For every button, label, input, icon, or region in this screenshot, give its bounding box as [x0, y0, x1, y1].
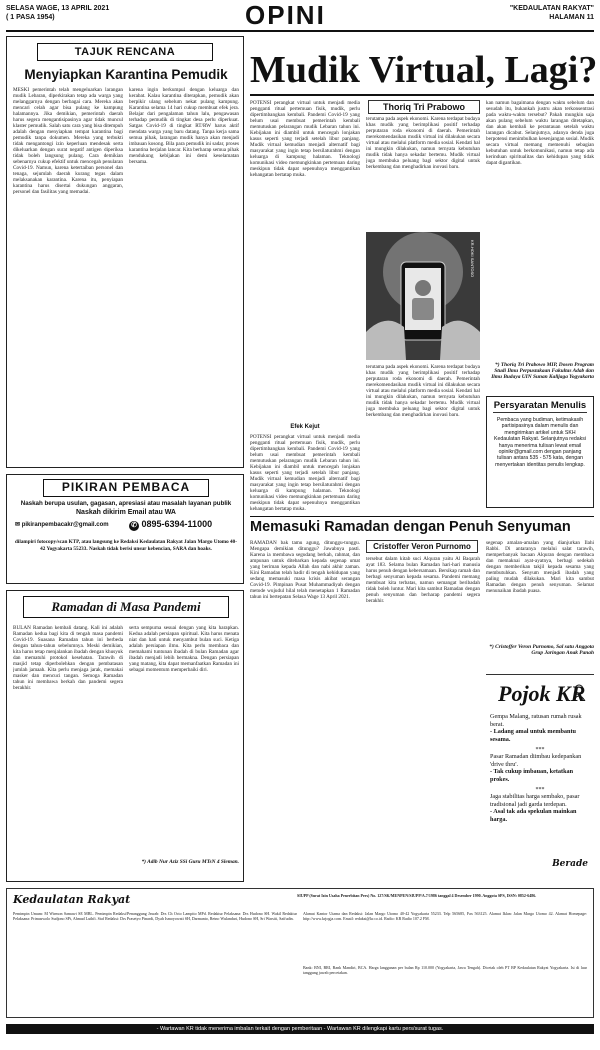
- pojok-mascot-icon: [570, 683, 588, 701]
- email-icon: ✉: [15, 522, 21, 528]
- whatsapp-icon: ✆: [129, 521, 139, 531]
- pikiran-line1: Naskah berupa usulan, gagasan, apresiasi atau masalah layanan publik: [20, 500, 232, 507]
- pojok-item: [490, 793, 590, 823]
- article2-author: Cristoffer Veron Purnomo: [366, 540, 478, 553]
- colophon-subscription: Bank: BNI, BRI, Bank Mandiri, BCA. Harga langganan per bulan Rp 110.000 (Yogyakarta, Jawa Tengah). Dicetak oleh PT BP Kedaulatan Rakyat Yogyakarta. Isi di luar tanggung jawab percetakan.: [303, 965, 587, 975]
- article-title: Mudik Virtual, Lagi?: [250, 49, 598, 91]
- article-col-1: POTENSI perangkat virtual untuk menjadi media pengganti ritual pertemuan fisik, mudik, perlu dipertimbangkan kembali. Pandemi Covid-19 yang belum usai membuat pemerintah kembali memutuskan pelarangan mudik Lebaran tahun ini. Kebijakan ini diambil untuk mencegah lonjakan kasus seperti yang terjadi setelah libur panjang. Mudik virtual kemudian menjadi alternatif bagi masyarakat yang ingin tetap bersilaturahmi dengan keluarga di kampung halaman. Teknologi komunikasi video memungkinkan pertemuan daring meskipun tidak dapat sepenuhnya menggantikan kehangatan bertatap muka.: [250, 100, 360, 178]
- pikiran-note: dilampiri fotocopy/scan KTP, atau langsung ke Redaksi Kedaulatan Rakyat Jalan Margo Utomo 40-42 Yogyakarta 55233. Naskah tidak berisi unsur kebencian, SARA dan hoaks.: [15, 539, 237, 552]
- article2-top-rule: [250, 516, 594, 517]
- bottom-banner: - Wartawan KR tidak menerima imbalan terkait dengan pemberitaan - Wartawan KR dilengkapi kartu pers/surat tugas.: [6, 1024, 594, 1034]
- colophon-address: Alamat Kantor Utama dan Redaksi: Jalan Margo Utomo 40-42 Yogyakarta 55233. Telp 565685, Fax 563125. Alamat Iklan: Jalan Margo Utomo 42. Alamat Homepage: http://www.krjogja.com. Email: redaksi@kr.co.id. Radio: KR Radio 107.2 FM.: [303, 911, 587, 921]
- tajuk-col-2: karena ingin berkumpul dengan keluarga dan kerabat. Kalau karantina diterapkan, pemudik akan berpikir ulang sebelum nekat pulang kampung. Karantina selama 14 hari cukup membuat efek jera. Belajar dari pengalaman tahun lalu, pengawasan terhadap pemudik di tingkat desa perlu diperkuat. Satgas Covid-19 di tingkat RT/RW harus aktif mendata warga yang baru datang. Tanpa kerja sama semua pihak, larangan mudik hanya akan menjadi imbauan kosong. Bila para pemudik ini sadar, proses karantina berjalan lancar. Kita berharap semua pihak mendukung kebijakan ini demi keselamatan bersama.: [129, 87, 239, 165]
- pikiran-phone-row: [129, 519, 241, 531]
- pojok-item: [490, 713, 590, 743]
- pikiran-title: PIKIRAN PEMBACA: [43, 479, 209, 497]
- pojok-box: [486, 674, 594, 880]
- pojok-title: Pojok KR: [498, 681, 586, 706]
- pojok-separator: ***: [535, 747, 545, 753]
- colophon-staff: Pemimpin Umum: M Wirmon Samawi SE MBL. Pemimpin Redaksi/Penanggung Jawab: Drs Ch Octo Lampito MPd. Redaktur Pelaksana: Drs Hudono SH. Wakil Redaktur Pelaksana: Primaswolo Sudjono SPt, Ahmad Luthfi. Staf Redaksi: Drs Prasetyo Pinardi, Dyah Ismoyowati SH, Darmanto, Retno Wulandari, Hudono SH, Sri Warsiti, Saifudin.: [13, 911, 297, 921]
- pojok-quip: - Ladang amal untuk membantu sesama.: [490, 728, 576, 743]
- pikiran-box: [6, 474, 244, 584]
- header-pasa: ( 1 PASA 1954): [6, 14, 55, 21]
- colophon-siupp: SIUPP (Surat Izin Usaha Penerbitan Pers) No. 127/SK/MENPEN/SIUPP/A.7/1986 tanggal 4 Desember 1990. Anggota SPS, ISSN: 0852-6486.: [297, 893, 537, 898]
- pikiran-line2: Naskah dikirim Email atau WA: [76, 509, 176, 516]
- article-col-2: terutama pada aspek ekonomi. Karena terdapat budaya khas mudik yang berimplikasi positif terhadap perputaran roda ekonomi di daerah. Pemerintah merekomendasikan mudik virtual ini dilakukan secara virtual atau melalui platform media sosial. Kendati hal ini mungkin dilakukan, namun ternyata kebutuhan mudik tidak hanya sekadar bertemu. Mudik virtual juga membuka peluang bagi sektor digital untuk berkembang dan menghadirkan inovasi baru.: [366, 116, 480, 170]
- article-photo: [366, 232, 480, 360]
- pojok-quip: - Tak cukup imbauan, ketatkan prokes.: [490, 768, 574, 783]
- ramadan-col-2: serta sempurna sesuai dengan yang kita harapkan. Kedua adalah persiapan spiritual. Kita harus menata niat dan hati untuk menyambut bulan suci. Ketiga adalah persiapan ilmu. Kita perlu membaca dan memahami tuntunan ibadah di bulan Ramadan agar ibadah menjadi lebih bermakna. Dengan persiapan yang matang, kita dapat memanfaatkan Ramadan ini sebagai momentum memperbaiki diri.: [129, 625, 239, 673]
- photo-credit: KR-HOKI SANTOSO: [470, 240, 475, 278]
- persyaratan-title: Persyaratan Menulis: [493, 400, 587, 411]
- article-subhead: Efek Kejut: [290, 424, 320, 430]
- ramadan-title: Ramadan di Masa Pandemi: [23, 596, 229, 618]
- article-col-3: kan namun bagaimana dengan waktu sebelum dan sesudah itu, bukankah justru akan terkonsentrasi pada waktu-waktu tersebut? Pakah mungkin saja akan pulang sebelum waktu larangan ditetapkan, dan akan kembali ke perantauan setelah waktu larangan dicabut. Selanjutnya, adanya denda juga berpotensi menimbulkan kesenjangan sosial. Mudik secara virtual memang memenuhi sebagian kebutuhan untuk berkomunikasi, namun tetap ada kerinduan spiritualitas dan kehidupan yang tidak dapat digantikan.: [486, 100, 594, 166]
- pojok-lead: Gempa Malang, ratusan rumah rusak berat.: [490, 713, 582, 728]
- tajuk-kicker-box: [37, 43, 213, 61]
- header-date: SELASA WAGE, 13 APRIL 2021: [6, 5, 110, 12]
- colophon-logo: Kedaulatan Rakyat: [13, 893, 131, 906]
- smartphone-illustration: [366, 232, 480, 360]
- pojok-quip: - Asal tak ada spekulan mainkan harga.: [490, 808, 577, 823]
- article2-col-1: RAMADAN bak tamu agung, ditunggu-tunggu. Mengapa demikian ditunggu? Jawabnya pasti. Karena ia membawa segudang berkah, rahmat, dan ampunan untuk ditebarkan kepada segenap umat yang beriman kepada Allah dan nabi akhir zaman. Kini Ramadan telah hadir di tengah kehidupan yang sedang memasuki masa krisis akibat serangan Covid-19. Pimpinan Pusat Muhammadiyah dengan metode wujudul hilal telah menetapkan 1 Ramadan tahun ini bertepatan Selasa Wage 13 April 2021.: [250, 540, 360, 600]
- ramadan-col-1: BULAN Ramadan kembali datang. Kali ini adalah Ramadan kedua bagi kita di tengah masa pandemi Covid-19. Suasana Ramadan tahun ini berbeda dengan tahun-tahun sebelumnya. Meski demikian, kita harus tetap menjalankan ibadah dengan khusyuk dan mematuhi protokol kesehatan. Tarawih di masjid tetap diperbolehkan dengan pembatasan jumlah jamaah. Kita perlu menjaga jarak, memakai masker dan mencuci tangan. Semoga Ramadan tahun ini membawa berkah dan pandemi segera berakhir.: [13, 625, 123, 691]
- article2-col-2: tersebut dalam kitab suci Alquran yaitu Al Baqarah ayat 183. Selama bulan Ramadan hari-hari manusia harus penuh dengan kebersamaan. Bersikap ramah dan berbagi senyuman kepada sesama. Pandemi memang membuat kita terbatas, namun semangat beribadah tidak boleh luntur. Mari kita sambut Ramadan dengan penuh senyuman dan berharap pandemi segera berakhir.: [366, 556, 480, 604]
- article2-col-3: segenap amalan-amalan yang dianjurkan Ilahi Rabbi. Di antaranya melalui salat tarawih, memperbanyak bacaan Alquran dengan membaca dan memaknai ayat-ayatnya, berbagi sedekah dengan memberikan takjil kepada sesama yang membutuhkan. Senyum menjadi ibadah yang paling mudah dilakukan. Mari kita sambut Ramadan dengan penuh senyuman. Selamat menunaikan ibadah puasa.: [486, 540, 594, 594]
- persyaratan-body: Pembaca yang budiman, ketimakasih partisipasinya dalam menulis dan mengirimkan artikel untuk SKH Kedaulatan Rakyat. Selanjutnya redaksi hanya menerima tulisan lewat email opinikr@gmail.com dengan panjang tulisan antara 535 - 575 kata, dengan menyertakan identitas penulis lengkap.: [494, 417, 586, 468]
- article-col-2b: terutama pada aspek ekonomi. Karena terdapat budaya khas mudik yang berimplikasi positif terhadap perputaran roda ekonomi di daerah. Pemerintah merekomendasikan mudik virtual ini dilakukan secara virtual atau melalui platform media sosial. Kendati hal ini mungkin dilakukan, namun ternyata kebutuhan mudik tidak hanya sekadar bertemu. Mudik virtual juga membuka peluang bagi sektor digital untuk berkembang dan menghadirkan inovasi baru.: [366, 364, 480, 418]
- article-signature: *) Thoriq Tri Prabowo MIP, Dosen Program Studi Ilmu Perpustakaan Fakultas Adab dan Ilmu Budaya UIN Sunan Kalijaga Yogyakarta: [491, 362, 594, 380]
- tajuk-col-1: MESKI pemerintah telah mengeluarkan larangan mudik Lebaran, diperkirakan tetap ada warga yang melanggarnya dengan berbagai cara. Mereka akan mencari celah agar bisa pulang ke kampung halamannya. Jika demikian, pemerintah daerah harus segera mengantisipasinya agar tidak muncul klaster pemudik. Salah satu cara yang bisa ditempuh adalah dengan menyiapkan tempat karantina bagi pemudik tanpa dokumen. Mereka yang terbukti tidak mengantongi izin keperluan mendesak serta dikeluarkan dengan surat negatif antigen diperiksa tidak boleh langsung pulang. Cara demikian sebenarnya cukup efektif untuk mencegah penularan Covid-19. Namun, karena ketertaiban personel dan tenaga, sejumlah daerah kurang tegas dalam melaksanakan karantina. Karena itu, penyiapan karantina harus disertai dukungan anggaran, personel dan fasilitas yang memadai.: [13, 87, 123, 195]
- pikiran-email-row: [15, 521, 115, 528]
- ramadan-box: [6, 590, 244, 882]
- header-publication: "KEDAULATAN RAKYAT": [509, 5, 594, 12]
- section-title: OPINI: [245, 0, 326, 30]
- pojok-separator: ***: [535, 787, 545, 793]
- header-rule: [6, 30, 594, 32]
- article-author: Thoriq Tri Prabowo: [368, 100, 480, 114]
- header-left: [6, 4, 109, 22]
- pikiran-phone[interactable]: 0895-6394-11000: [141, 519, 213, 529]
- article2-signature: *) Cristoffer Veron Purnomo, Sal satu Anggota Grup Jaringan Anak Panah: [489, 644, 594, 656]
- article-title-rule: [250, 94, 594, 96]
- pojok-items: [490, 713, 590, 823]
- pojok-lead: Pasar Ramadan diimbau kedepankan 'drive thru'.: [490, 753, 582, 768]
- tajuk-title: Menyiapkan Karantina Pemudik: [24, 67, 228, 82]
- pojok-item: [490, 753, 590, 783]
- header-page: HALAMAN 11: [549, 14, 594, 21]
- tajuk-box: [6, 36, 244, 468]
- pikiran-email[interactable]: pikiranpembacakr@gmail.com: [21, 522, 109, 528]
- article-col-1b: POTENSI perangkat virtual untuk menjadi media pengganti ritual pertemuan fisik, mudik, perlu dipertimbangkan kembali. Pandemi Covid-19 yang belum usai membuat pemerintah kembali memutuskan pelarangan mudik Lebaran tahun ini. Kebijakan ini diambil untuk mencegah lonjakan kasus seperti yang terjadi setelah libur panjang. Mudik virtual kemudian menjadi alternatif bagi masyarakat yang ingin tetap bersilaturahmi dengan keluarga di kampung halaman. Teknologi komunikasi video memungkinkan pertemuan daring meskipun tidak dapat sepenuhnya menggantikan kehangatan bertatap muka.: [250, 434, 360, 512]
- article2-title: Memasuki Ramadan dengan Penuh Senyuman: [250, 519, 571, 535]
- persyaratan-rule: [493, 412, 587, 413]
- colophon-box: [6, 888, 594, 1018]
- ramadan-signature: *) Adib Nur Aziz SSi Guru MTsN 4 Sleman.: [141, 859, 239, 865]
- persyaratan-box: [486, 396, 594, 508]
- pojok-lead: Jaga stabilitas harga sembako, pasar tradisional jadi garda terdepan.: [490, 793, 580, 808]
- tajuk-kicker: TAJUK RENCANA: [74, 46, 176, 58]
- pojok-signature: Berade: [552, 859, 588, 869]
- header-right: [510, 4, 594, 22]
